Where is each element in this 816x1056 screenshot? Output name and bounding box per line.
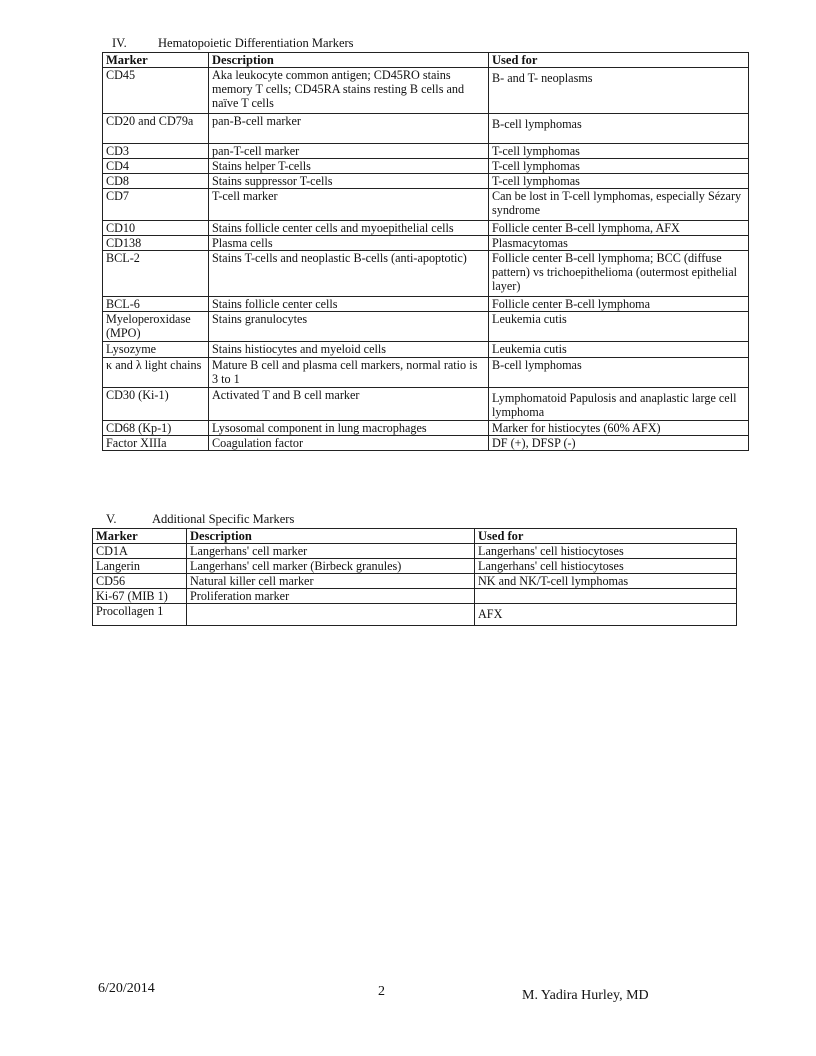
used-for-cell: B-cell lymphomas	[489, 114, 749, 144]
marker-cell: CD7	[103, 189, 209, 221]
table-row	[93, 559, 737, 574]
table-row	[93, 604, 737, 626]
marker-cell: Procollagen 1	[93, 604, 187, 626]
table-row	[103, 114, 749, 144]
marker-cell: CD1A	[93, 544, 187, 559]
description-cell: Plasma cells	[209, 236, 489, 251]
table-row	[103, 236, 749, 251]
marker-cell: CD138	[103, 236, 209, 251]
description-cell: Activated T and B cell marker	[209, 388, 489, 421]
used-for-cell: T-cell lymphomas	[489, 144, 749, 159]
used-for-cell: Plasmacytomas	[489, 236, 749, 251]
header-description: Description	[187, 529, 475, 544]
table-row	[103, 421, 749, 436]
used-for-cell	[475, 589, 737, 604]
marker-cell: CD3	[103, 144, 209, 159]
used-for-cell: Langerhans' cell histiocytoses	[475, 559, 737, 574]
table-header-row	[103, 53, 749, 68]
table-row	[103, 68, 749, 114]
description-cell: Proliferation marker	[187, 589, 475, 604]
section-4-title	[112, 36, 354, 51]
used-for-cell: Follicle center B-cell lymphoma	[489, 297, 749, 312]
header-description: Description	[209, 53, 489, 68]
used-for-cell: B- and T- neoplasms	[489, 68, 749, 114]
used-for-cell: Follicle center B-cell lymphoma, AFX	[489, 221, 749, 236]
description-cell: Stains T-cells and neoplastic B-cells (anti-apoptotic)	[209, 251, 489, 297]
used-for-cell: Lymphomatoid Papulosis and anaplastic large cell lymphoma	[489, 388, 749, 421]
footer-date: 6/20/2014	[98, 981, 155, 996]
table-row	[103, 388, 749, 421]
description-cell: Mature B cell and plasma cell markers, normal ratio is 3 to 1	[209, 358, 489, 388]
used-for-cell: AFX	[475, 604, 737, 626]
marker-cell: CD30 (Ki-1)	[103, 388, 209, 421]
table-row	[93, 544, 737, 559]
description-cell: T-cell marker	[209, 189, 489, 221]
used-for-cell: Leukemia cutis	[489, 342, 749, 358]
marker-cell: BCL-2	[103, 251, 209, 297]
marker-cell: CD56	[93, 574, 187, 589]
table-row	[103, 342, 749, 358]
section-5-title	[106, 512, 294, 527]
table-row	[103, 144, 749, 159]
table-row	[103, 312, 749, 342]
header-used-for: Used for	[489, 53, 749, 68]
section-5-title-text: Additional Specific Markers	[152, 512, 295, 526]
table-row	[103, 297, 749, 312]
section-4-number: IV.	[112, 36, 127, 50]
additional-markers-table	[92, 528, 737, 626]
table-row	[103, 221, 749, 236]
header-marker: Marker	[103, 53, 209, 68]
header-marker: Marker	[93, 529, 187, 544]
table-row	[103, 251, 749, 297]
table-header-row	[93, 529, 737, 544]
used-for-cell: Follicle center B-cell lymphoma; BCC (diffuse pattern) vs trichoepithelioma (outermost epithelial layer)	[489, 251, 749, 297]
marker-cell: κ and λ light chains	[103, 358, 209, 388]
footer-author: M. Yadira Hurley, MD	[522, 988, 649, 1003]
hematopoietic-markers-table	[102, 52, 749, 451]
marker-cell: Myeloperoxidase (MPO)	[103, 312, 209, 342]
footer-page-number: 2	[378, 984, 385, 999]
marker-cell: Factor XIIIa	[103, 436, 209, 451]
used-for-cell: B-cell lymphomas	[489, 358, 749, 388]
section-4-title-text: Hematopoietic Differentiation Markers	[158, 36, 354, 50]
description-cell: Langerhans' cell marker	[187, 544, 475, 559]
marker-cell: BCL-6	[103, 297, 209, 312]
used-for-cell: DF (+), DFSP (-)	[489, 436, 749, 451]
marker-cell: CD10	[103, 221, 209, 236]
marker-cell: CD20 and CD79a	[103, 114, 209, 144]
used-for-cell: Can be lost in T-cell lymphomas, especially Sézary syndrome	[489, 189, 749, 221]
description-cell: Stains granulocytes	[209, 312, 489, 342]
marker-cell: Ki-67 (MIB 1)	[93, 589, 187, 604]
description-cell: Natural killer cell marker	[187, 574, 475, 589]
marker-cell: CD45	[103, 68, 209, 114]
used-for-cell: Langerhans' cell histiocytoses	[475, 544, 737, 559]
description-cell: Coagulation factor	[209, 436, 489, 451]
used-for-cell: T-cell lymphomas	[489, 159, 749, 174]
table-row	[103, 174, 749, 189]
description-cell: Stains suppressor T-cells	[209, 174, 489, 189]
description-cell	[187, 604, 475, 626]
table-row	[93, 589, 737, 604]
description-cell: Aka leukocyte common antigen; CD45RO stains memory T cells; CD45RA stains resting B cells and naïve T cells	[209, 68, 489, 114]
table-row	[93, 574, 737, 589]
table-row	[103, 159, 749, 174]
description-cell: Stains helper T-cells	[209, 159, 489, 174]
marker-cell: CD4	[103, 159, 209, 174]
header-used-for: Used for	[475, 529, 737, 544]
table-row	[103, 436, 749, 451]
description-cell: Lysosomal component in lung macrophages	[209, 421, 489, 436]
marker-cell: Lysozyme	[103, 342, 209, 358]
description-cell: Stains follicle center cells and myoepithelial cells	[209, 221, 489, 236]
marker-cell: CD8	[103, 174, 209, 189]
used-for-cell: NK and NK/T-cell lymphomas	[475, 574, 737, 589]
description-cell: Stains histiocytes and myeloid cells	[209, 342, 489, 358]
description-cell: pan-T-cell marker	[209, 144, 489, 159]
description-cell: pan-B-cell marker	[209, 114, 489, 144]
description-cell: Langerhans' cell marker (Birbeck granules)	[187, 559, 475, 574]
used-for-cell: Leukemia cutis	[489, 312, 749, 342]
used-for-cell: T-cell lymphomas	[489, 174, 749, 189]
table-row	[103, 189, 749, 221]
marker-cell: CD68 (Kp-1)	[103, 421, 209, 436]
description-cell: Stains follicle center cells	[209, 297, 489, 312]
marker-cell: Langerin	[93, 559, 187, 574]
section-5-number: V.	[106, 512, 117, 526]
table-row	[103, 358, 749, 388]
used-for-cell: Marker for histiocytes (60% AFX)	[489, 421, 749, 436]
